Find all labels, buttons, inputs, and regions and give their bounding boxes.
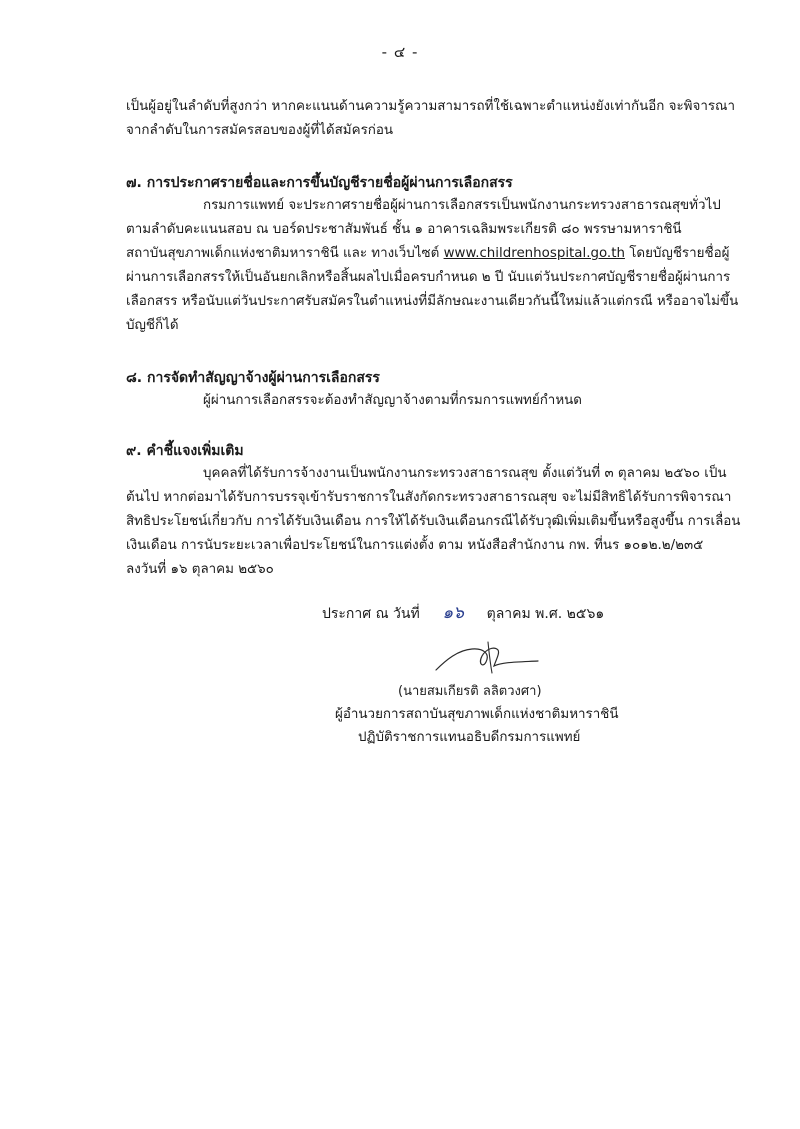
section-7-line-3-text-end: โดยบัญชีรายชื่อผู้	[624, 246, 730, 261]
section-7-heading: ๗. การประกาศรายชื่อและการขึ้นบัญชีรายชื่อผู้ผ่านการเลือกสรร	[126, 175, 513, 191]
section-7-line-5: เลือกสรร หรือนับแต่วันประกาศรับสมัครในตำแหน่งที่มีลักษณะงานเดียวกันนี้ใหม่แล้วแต่กรณี หรืออาจไม่ขึ้น	[126, 294, 739, 309]
section-7-line-3-text: สถาบันสุขภาพเด็กแห่งชาติมหาราชินี และ ทางเว็บไซต์	[126, 246, 444, 261]
section-7-line-1: กรมการแพทย์ จะประกาศรายชื่อผู้ผ่านการเลือกสรรเป็นพนักงานกระทรวงสาธารณสุขทั่วไป	[203, 198, 721, 213]
section-7-line-2: ตามลำดับคะแนนสอบ ณ บอร์ดประชาสัมพันธ์ ชั้น ๑ อาคารเฉลิมพระเกียรติ ๘๐ พรรษามหาราชินี	[126, 222, 682, 237]
announcement-prefix: ประกาศ ณ วันที่	[322, 606, 420, 622]
page-number: - ๔ -	[381, 43, 419, 61]
signer-title-1: ผู้อำนวยการสถาบันสุขภาพเด็กแห่งชาติมหาราชินี	[335, 707, 619, 722]
section-9-line-3: สิทธิประโยชน์เกี่ยวกับ การได้รับเงินเดือน การให้ได้รับเงินเดือนกรณีได้รับวุฒิเพิ่มเติมขึ้นหรือสูงขึ้น การเลื่อน	[126, 514, 741, 529]
signer-title-2: ปฏิบัติราชการแทนอธิบดีกรมการแพทย์	[358, 730, 581, 745]
website-link[interactable]: www.childrenhospital.go.th	[443, 246, 625, 261]
announcement-suffix: ตุลาคม พ.ศ. ๒๕๖๑	[486, 606, 605, 622]
intro-line-1: เป็นผู้อยู่ในลำดับที่สูงกว่า หากคะแนนด้านความรู้ความสามารถที่ใช้เฉพาะตำแหน่งยังเท่ากันอีก จะพิจารณา	[126, 99, 735, 114]
section-9-line-4: เงินเดือน การนับระยะเวลาเพื่อประโยชน์ในการแต่งตั้ง ตาม หนังสือสำนักงาน กพ. ที่นร ๑๐๑๒.๒/๒๓๕	[126, 538, 704, 553]
announcement-date	[322, 602, 604, 625]
section-9-line-5: ลงวันที่ ๑๖ ตุลาคม ๒๕๖๐	[126, 562, 274, 577]
section-7-line-4: ผ่านการเลือกสรรให้เป็นอันยกเลิกหรือสิ้นผลไปเมื่อครบกำหนด ๒ ปี นับแต่วันประกาศบัญชีรายชื่อผู้ผ่านการ	[126, 270, 731, 285]
intro-line-2: จากลำดับในการสมัครสอบของผู้ที่ได้สมัครก่อน	[126, 123, 394, 138]
section-9-line-2: ต้นไป หากต่อมาได้รับการบรรจุเข้ารับราชการในสังกัดกระทรวงสาธารณสุข จะไม่มีสิทธิได้รับการพิจารณา	[126, 490, 732, 505]
signer-name: (นายสมเกียรติ ลลิตวงศา)	[398, 684, 542, 699]
section-7-line-6: บัญชีก็ได้	[126, 318, 179, 333]
signature-mark	[432, 640, 542, 676]
announcement-day-handwritten: ๑๖	[442, 603, 464, 623]
section-9-heading: ๙. คำชี้แจงเพิ่มเติม	[126, 443, 244, 459]
section-8-heading: ๘. การจัดทำสัญญาจ้างผู้ผ่านการเลือกสรร	[126, 370, 380, 386]
section-7-line-3	[126, 243, 729, 265]
section-9-line-1: บุคคลที่ได้รับการจ้างงานเป็นพนักงานกระทรวงสาธารณสุข ตั้งแต่วันที่ ๓ ตุลาคม ๒๕๖๐ เป็น	[203, 466, 727, 481]
section-8-line-1: ผู้ผ่านการเลือกสรรจะต้องทำสัญญาจ้างตามที่กรมการแพทย์กำหนด	[203, 393, 582, 408]
